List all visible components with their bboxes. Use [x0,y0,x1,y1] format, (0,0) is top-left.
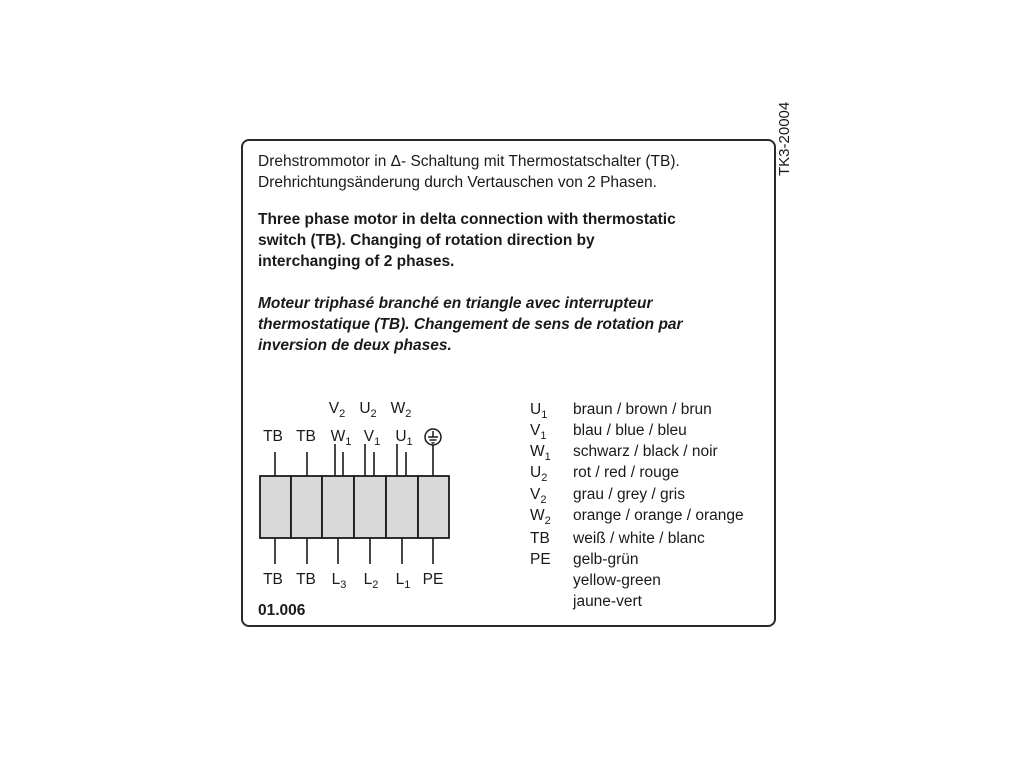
label-v1: $V_1$ [363,428,381,448]
english-line-3: interchanging of 2 phases. [258,253,455,270]
terminal-block-diagram [243,141,774,625]
label-l1: $L_1$ [395,571,411,591]
wiring-label-card: Drehstrommotor in Δ- Schaltung mit Thermostatschalter (TB). Drehrichtungsänderung durch Vertauschen von 2 Phasen. Three phase motor in delta connection with thermostatic switch (TB). Changing of rotation direction by interchanging of 2 phases. Moteur triphasé branché en triangle avec interrupteur thermostatique (TB). Changement de sens de rotation par inversion de deux phases. TK3-20004 $V_2$ $U_2$ $W_2$ TB TB $W_1$ $V_1$ $U_1$ TB TB $L_3$ $L_2$ $L_1$ PE $U_1$ braun / brown / brun $V_1$ blau / blue / bleu $W_1$ schwarz / black / noir $U_2$ rot / red / rouge $V_2$ grau / grey / gris $W_2$ orange / orange / orange TB weiß / white / blanc PE gelb-grün yellow-green jaune-vert 01.006 [241,139,776,627]
label-l2: $L_2$ [363,571,379,591]
french-line-2: thermostatique (TB). Changement de sens de rotation par [258,316,683,333]
terminal-w1-l3 [322,476,354,538]
label-v2: $V_2$ [328,400,346,420]
terminal-tb-1 [260,476,291,538]
french-line-1: Moteur triphasé branché en triangle avec interrupteur [258,295,653,312]
terminal-pe [418,476,449,538]
german-line-2: Drehrichtungsänderung durch Vertauschen von 2 Phasen. [258,174,657,191]
label-u1: $U_1$ [395,428,413,448]
label-w1: $W_1$ [330,428,352,448]
french-line-3: inversion de deux phases. [258,337,452,354]
terminal-u1-l1 [386,476,418,538]
german-line-1: Drehstrommotor in Δ- Schaltung mit Thermostatschalter (TB). [258,153,680,170]
label-top-tb-1: TB [263,428,283,445]
label-top-tb-2: TB [296,428,316,445]
english-line-2: switch (TB). Changing of rotation direction by [258,232,595,249]
terminal-v1-l2 [354,476,386,538]
label-bottom-tb-2: TB [296,571,316,588]
label-w2: $W_2$ [390,400,412,420]
english-line-1: Three phase motor in delta connection with thermostatic [258,211,676,228]
label-bottom-tb-1: TB [263,571,283,588]
label-u2: $U_2$ [359,400,377,420]
ground-icon [425,429,441,445]
label-l3: $L_3$ [331,571,347,591]
label-pe: PE [422,571,444,588]
terminal-tb-2 [291,476,322,538]
document-code: TK3-20004 [776,101,793,176]
part-number: 01.006 [258,602,306,619]
